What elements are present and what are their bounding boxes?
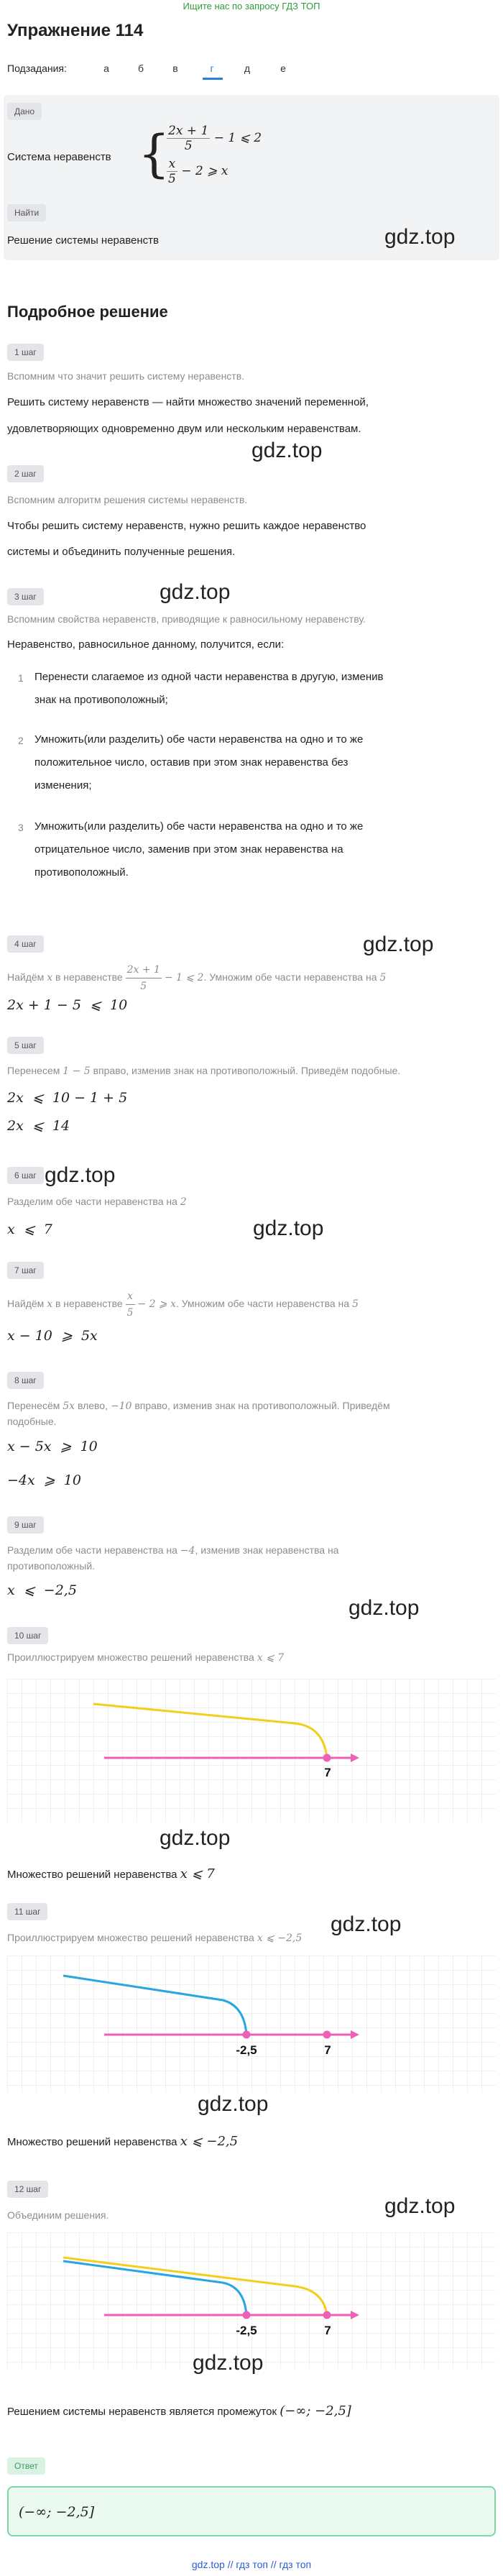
step-8-note-a: Перенесём (7, 1400, 60, 1411)
sys1-rest: − 1 ⩽ 2 (213, 131, 262, 145)
step-7-frac (126, 1288, 135, 1321)
graph-3-grid (7, 2232, 496, 2369)
step-8-term-b: −10 (110, 1401, 132, 1412)
footer-links[interactable]: gdz.top // гдз топ // гдз топ (191, 2559, 312, 2570)
step-7-equation: x − 10 ⩾ 5x (7, 1328, 98, 1344)
set-2-text (7, 2133, 238, 2151)
step-2-line-1: Чтобы решить систему неравенств, нужно решить каждое неравенство (7, 520, 366, 532)
step-9-note-a: Разделим обе части неравенства на (7, 1544, 177, 1556)
step-2-line-2: системы и объединить полученные решения. (7, 546, 236, 558)
step-3-line: Неравенство, равносильное данному, получится, если: (7, 638, 285, 651)
step-4-note-c: . Умножим обе части неравенства на (203, 971, 377, 984)
step-5-note-a: Перенесем (7, 1065, 60, 1076)
step-7-frac-num: x (126, 1288, 135, 1305)
set-2-ineq: x ⩽ −2,5 (180, 2134, 239, 2149)
sys1-num: 2x + 1 (168, 124, 209, 138)
step-8-note (7, 1398, 390, 1414)
sys1-den: 5 (184, 139, 193, 153)
graph-1-grid (7, 1679, 496, 1823)
property-3-num: 3 (18, 822, 24, 833)
step-4-note-a: Найдём (7, 971, 45, 984)
step-8-note-d: подобные. (7, 1416, 57, 1427)
sys2-den: 5 (168, 172, 176, 186)
watermark: gdz.top (331, 1912, 402, 1936)
step-8-equation-1: x − 5x ⩾ 10 (7, 1439, 98, 1454)
graph-1-point-7 (323, 1754, 331, 1762)
step-6-note-a: Разделим обе части неравенства на (7, 1196, 177, 1207)
step-11-note (7, 1930, 302, 1946)
detailed-solution-heading: Подробное решение (7, 303, 168, 321)
step-11-ineq: x ⩽ −2,5 (257, 1933, 303, 1944)
set-1-ineq: x ⩽ 7 (180, 1866, 215, 1881)
step-7-note-c: . Умножим обе части неравенства на (176, 1298, 350, 1310)
property-1-line-2: знак на противоположный; (34, 694, 168, 706)
step-2-note: Вспомним алгоритм решения системы неравенств. (7, 494, 248, 505)
step-1-line-1: Решить систему неравенств — найти множество значений переменной, (7, 396, 369, 408)
step-7-note-b: в неравенстве (55, 1298, 123, 1310)
property-2-line-1: Умножить(или разделить) обе части неравенства на одно и то же (34, 733, 364, 746)
graph-3-point-m25 (243, 2311, 251, 2319)
property-1-num: 1 (18, 672, 24, 684)
system-line-1 (167, 124, 262, 153)
watermark: gdz.top (384, 225, 456, 249)
step-2-tag: 2 шаг (7, 465, 44, 482)
result-text (7, 2403, 351, 2421)
step-5-term: 1 − 5 (63, 1065, 91, 1077)
property-3-line-1: Умножить(или разделить) обе части неравенства на одно и то же (34, 820, 364, 833)
given-label: Система неравенств (7, 151, 111, 163)
graph-1 (7, 1679, 496, 1823)
step-4-var: x (47, 972, 53, 984)
property-1-line-1: Перенести слагаемое из одной части неравенства в другую, изменив (34, 671, 384, 683)
watermark: gdz.top (384, 2194, 456, 2218)
watermark: gdz.top (193, 2351, 264, 2375)
step-4-equation: 2x + 1 − 5 ⩽ 10 (7, 997, 128, 1013)
step-5-tag: 5 шаг (7, 1037, 44, 1054)
tab-b[interactable]: б (137, 63, 144, 74)
watermark: gdz.top (251, 439, 323, 462)
step-4-rest: − 1 ⩽ 2 (164, 972, 204, 984)
system-brace: { (138, 124, 170, 183)
step-10-note-a: Проиллюстрируем множество решений неравенства (7, 1651, 254, 1663)
step-9-equation: x ⩽ −2,5 (7, 1582, 77, 1598)
find-label: Решение системы неравенств (7, 234, 159, 247)
subtasks-label: Подзадания: (7, 63, 67, 74)
step-9-tag: 9 шаг (7, 1516, 44, 1534)
step-12-note: Объединим решения. (7, 2209, 109, 2221)
watermark: gdz.top (253, 1216, 324, 1240)
step-3-tag: 3 шаг (7, 588, 44, 605)
search-banner[interactable]: Ищите нас по запросу ГДЗ ТОП (183, 1, 320, 12)
step-10-ineq: x ⩽ 7 (257, 1652, 285, 1664)
step-7-rest: − 2 ⩾ x (137, 1298, 177, 1311)
step-4-note (7, 962, 386, 994)
step-7-var: x (47, 1298, 53, 1311)
step-6-note (7, 1193, 187, 1210)
watermark: gdz.top (160, 1826, 231, 1850)
step-5-note-b: вправо, изменив знак на противоположный. Приведём подобные. (93, 1065, 401, 1076)
step-11-tag: 11 шаг (7, 1903, 47, 1920)
property-2-line-3: изменения; (34, 779, 92, 792)
graph-3-label-m25: -2,5 (236, 2324, 257, 2337)
property-3-line-3: противоположный. (34, 866, 129, 879)
step-7-note (7, 1288, 359, 1321)
step-5-equation-1: 2x ⩽ 10 − 1 + 5 (7, 1090, 128, 1106)
active-tab-indicator (203, 78, 223, 80)
step-9-note-c: противоположный. (7, 1560, 96, 1572)
step-6-equation: x ⩽ 7 (7, 1221, 52, 1237)
given-tag: Дано (7, 103, 42, 120)
answer-value: (−∞; −2,5] (19, 2504, 95, 2520)
step-5-equation-2: 2x ⩽ 14 (7, 1118, 70, 1134)
step-3-note: Вспомним свойства неравенств, приводящие к равносильному неравенству. (7, 613, 366, 625)
tab-e[interactable]: е (280, 63, 286, 74)
step-9-note (7, 1542, 338, 1559)
graph-2-point-m25 (243, 2031, 251, 2039)
property-2-num: 2 (18, 735, 24, 746)
watermark: gdz.top (45, 1163, 116, 1187)
set-1-label: Множество решений неравенства (7, 1869, 177, 1881)
graph-2-grid (7, 1956, 496, 2092)
step-5-note (7, 1063, 400, 1079)
step-4-mult: 5 (379, 972, 387, 984)
watermark: gdz.top (160, 580, 231, 604)
watermark: gdz.top (198, 2092, 269, 2116)
graph-3-label-7: 7 (324, 2324, 331, 2337)
step-7-mult: 5 (351, 1298, 359, 1311)
tab-v[interactable]: в (172, 63, 178, 74)
watermark: gdz.top (349, 1596, 420, 1620)
step-8-note-c: вправо, изменив знак на противоположный. Приведём (134, 1400, 390, 1411)
step-8-term-a: 5x (63, 1401, 75, 1412)
answer-tag: Ответ (7, 2457, 45, 2475)
graph-1-label-7: 7 (324, 1766, 331, 1779)
step-1-tag: 1 шаг (7, 344, 44, 361)
step-8-tag: 8 шаг (7, 1372, 44, 1389)
step-10-tag: 10 шаг (7, 1627, 48, 1644)
graph-3 (7, 2232, 496, 2369)
system-line-2 (167, 157, 228, 186)
step-12-tag: 12 шаг (7, 2181, 48, 2198)
step-1-note: Вспомним что значит решить систему неравенств. (7, 370, 245, 382)
step-7-frac-den: 5 (126, 1307, 134, 1319)
step-4-frac-num: 2x + 1 (126, 962, 162, 978)
step-7-note-a: Найдём (7, 1298, 45, 1310)
graph-2-point-7 (323, 2031, 331, 2039)
tab-a[interactable]: а (103, 63, 109, 74)
step-6-tag: 6 шаг (7, 1167, 44, 1184)
property-3-line-2: отрицательное число, заменив при этом знак неравенства на (34, 843, 343, 856)
tab-d[interactable]: д (244, 63, 251, 74)
tab-g[interactable]: г (210, 63, 214, 74)
step-8-equation-2: −4x ⩾ 10 (7, 1472, 81, 1488)
given-system (138, 124, 303, 192)
step-9-divisor: −4 (180, 1545, 195, 1557)
step-8-note-b: влево, (77, 1400, 108, 1411)
result-interval: (−∞; −2,5] (280, 2403, 351, 2419)
result-label: Решением системы неравенств является промежуток (7, 2406, 277, 2418)
graph-3-point-7 (323, 2311, 331, 2319)
property-2-line-2: положительное число, оставив при этом знак неравенства без (34, 756, 349, 769)
watermark: gdz.top (363, 932, 434, 956)
find-tag: Найти (7, 204, 46, 221)
step-4-note-b: в неравенстве (55, 971, 123, 984)
graph-2-label-m25: -2,5 (236, 2043, 257, 2057)
graph-2 (7, 1956, 496, 2092)
step-10-note (7, 1649, 284, 1666)
graph-2-label-7: 7 (324, 2043, 331, 2057)
step-4-frac-den: 5 (140, 981, 147, 992)
step-11-note-a: Проиллюстрируем множество решений неравенства (7, 1932, 254, 1943)
page-title: Упражнение 114 (7, 21, 144, 40)
step-7-tag: 7 шаг (7, 1262, 44, 1279)
step-1-line-2: удовлетворяющих одновременно двум или нескольким неравенствам. (7, 423, 361, 435)
step-4-frac (126, 962, 162, 994)
sys2-rest: − 2 ⩾ x (181, 164, 229, 178)
set-1-text (7, 1866, 215, 1884)
sys2-num: x (167, 157, 177, 172)
step-9-note-b: , изменив знак неравенства на (195, 1544, 339, 1556)
step-4-tag: 4 шаг (7, 935, 44, 953)
set-2-label: Множество решений неравенства (7, 2136, 177, 2148)
step-6-divisor: 2 (180, 1196, 187, 1208)
answer-box (7, 2486, 496, 2536)
